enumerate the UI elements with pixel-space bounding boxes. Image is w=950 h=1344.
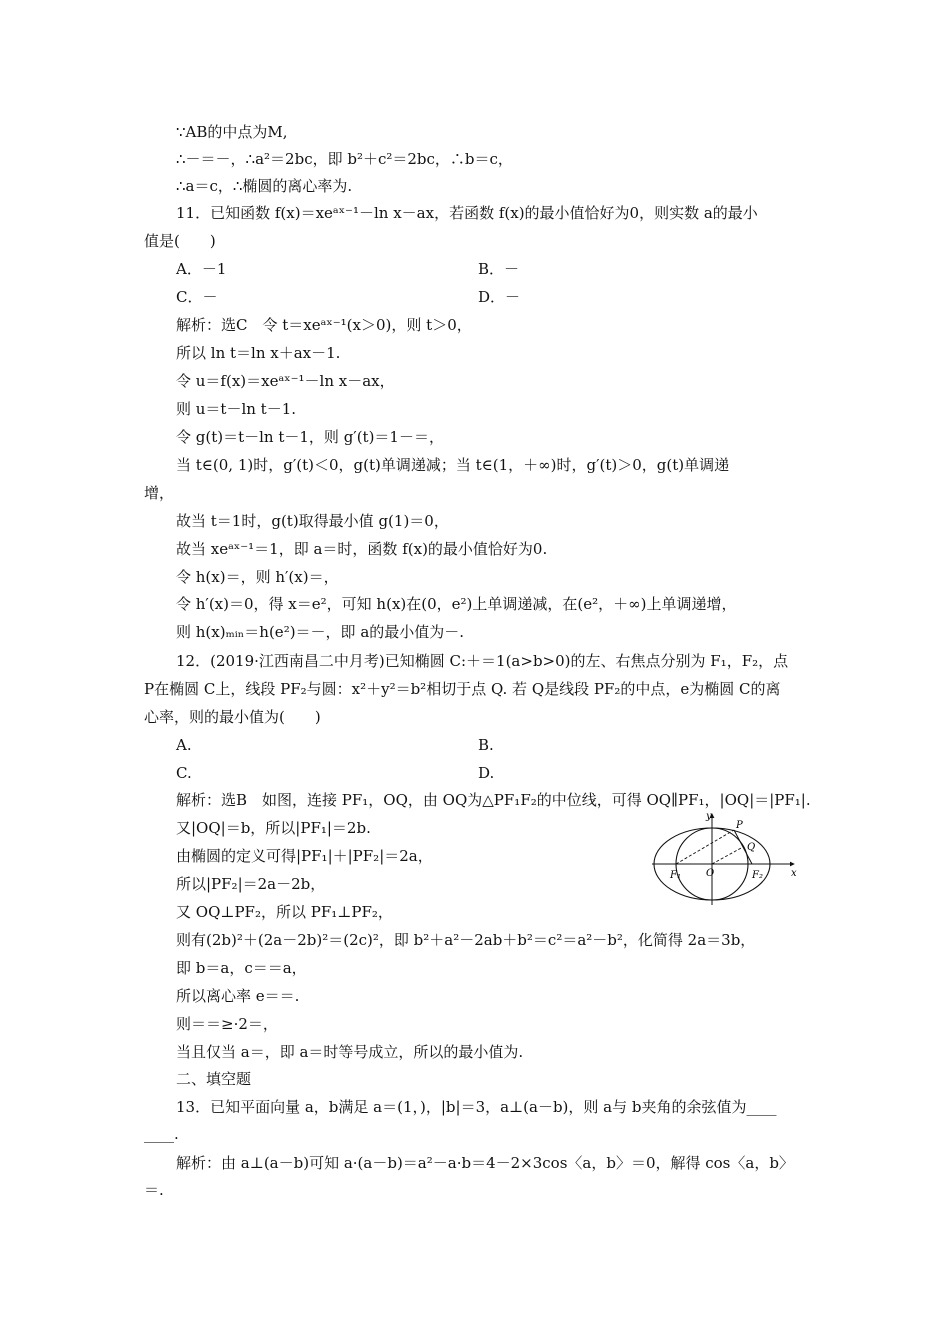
label-q: Q: [747, 842, 756, 853]
text-line: 值是( ): [144, 232, 216, 250]
label-x: x: [791, 868, 797, 879]
text-line: 当且仅当 a＝，即 a＝时等号成立，所以的最小值为.: [176, 1043, 524, 1061]
text-line: 当 t∈(0, 1)时，g′(t)＜0，g(t)单调递减；当 t∈(1，＋∞)时，g′(t)＞0，g(t)单调递: [176, 456, 730, 474]
option-a: A．－1: [176, 260, 227, 278]
text-line: P在椭圆 C上，线段 PF₂与圆：x²＋y²＝b²相切于点 Q. 若 Q是线段 PF₂的中点，e为椭圆 C的离: [144, 680, 781, 698]
text-line: 又|OQ|＝b，所以|PF₁|＝2b.: [176, 819, 371, 837]
question-11-stem: 11．已知函数 f(x)＝xeᵃˣ⁻¹－ln x－ax，若函数 f(x)的最小值恰好为0，则实数 a的最小: [176, 204, 758, 222]
solution-11: 解析：选C 令 t＝xeᵃˣ⁻¹(x＞0)，则 t＞0，: [176, 316, 472, 334]
option-d: D.: [478, 764, 495, 782]
text-line: 所以|PF₂|＝2a－2b，: [176, 875, 326, 893]
text-line: 令 u＝f(x)＝xeᵃˣ⁻¹－ln x－ax，: [176, 372, 395, 390]
segment-pf1: [676, 830, 734, 864]
text-line: ∵AB的中点为M,: [176, 123, 288, 141]
label-f1: F₁: [670, 870, 681, 881]
ellipse-diagram: [650, 808, 800, 908]
text-line: 则 u＝t－ln t－1.: [176, 400, 297, 418]
solution-13: 解析：由 a⊥(a－b)可知 a·(a－b)＝a²－a·b＝4－2×3cos〈a，b〉＝0，解得 cos〈a，b〉: [176, 1154, 794, 1172]
solution-12: 解析：选B 如图，连接 PF₁，OQ，由 OQ为△PF₁F₂的中位线，可得 OQ∥PF₁，|OQ|＝|PF₁|.: [176, 791, 811, 809]
option-b: B．－: [478, 260, 520, 278]
text-line: 所以离心率 e＝＝.: [176, 987, 300, 1005]
text-line: 所以 ln t＝ln x＋ax－1.: [176, 344, 341, 362]
label-f2: F₂: [752, 870, 763, 881]
question-12-stem: 12．(2019·江西南昌二中月考)已知椭圆 C:＋＝1(a>b>0)的左、右焦点分别为 F₁，F₂，点: [176, 652, 789, 670]
question-13-stem: 13．已知平面向量 a，b满足 a＝(1，)，|b|＝3，a⊥(a－b)，则 a与 b夹角的余弦值为____: [176, 1098, 777, 1116]
text-line: 则＝＝≥·2＝，: [176, 1015, 278, 1033]
text-line: ∴－＝－，∴a²＝2bc，即 b²＋c²＝2bc，∴b＝c，: [176, 150, 513, 168]
text-line: 令 g(t)＝t－ln t－1，则 g′(t)＝1－＝，: [176, 428, 444, 446]
text-line: 即 b＝a，c＝＝a，: [176, 959, 307, 977]
section-heading: 二、填空题: [176, 1070, 252, 1088]
segment-oq: [712, 847, 743, 864]
label-o: O: [706, 868, 715, 879]
option-c: C．－: [176, 288, 218, 306]
text-line: 令 h′(x)＝0，得 x＝e²，可知 h(x)在(0，e²)上单调递减，在(e²，＋∞)上单调递增，: [176, 595, 737, 613]
text-line: 则 h(x)ₘᵢₙ＝h(e²)＝－，即 a的最小值为－.: [176, 623, 465, 641]
text-line: 又 OQ⊥PF₂，所以 PF₁⊥PF₂，: [176, 903, 393, 921]
label-p: P: [736, 820, 743, 831]
text-line: ∴a＝c，∴椭圆的离心率为.: [176, 177, 353, 195]
option-a: A.: [176, 736, 192, 754]
text-line: 故当 xeᵃˣ⁻¹＝1，即 a＝时，函数 f(x)的最小值恰好为0.: [176, 540, 548, 558]
option-b: B.: [478, 736, 494, 754]
option-d: D．－: [478, 288, 521, 306]
text-line: 心率，则的最小值为( ): [144, 708, 321, 726]
text-line: 由椭圆的定义可得|PF₁|＋|PF₂|＝2a，: [176, 847, 433, 865]
option-c: C.: [176, 764, 192, 782]
text-line: 增，: [144, 484, 175, 502]
text-line: 则有(2b)²＋(2a－2b)²＝(2c)²，即 b²＋a²－2ab＋b²＝c²＝a²－b²，化简得 2a＝3b，: [176, 931, 756, 949]
text-line: ＝.: [144, 1181, 164, 1199]
text-line: 故当 t＝1时，g(t)取得最小值 g(1)＝0，: [176, 512, 449, 530]
text-line: ____.: [144, 1125, 179, 1143]
label-y: y: [706, 811, 712, 822]
text-line: 令 h(x)＝，则 h′(x)＝，: [176, 568, 339, 586]
